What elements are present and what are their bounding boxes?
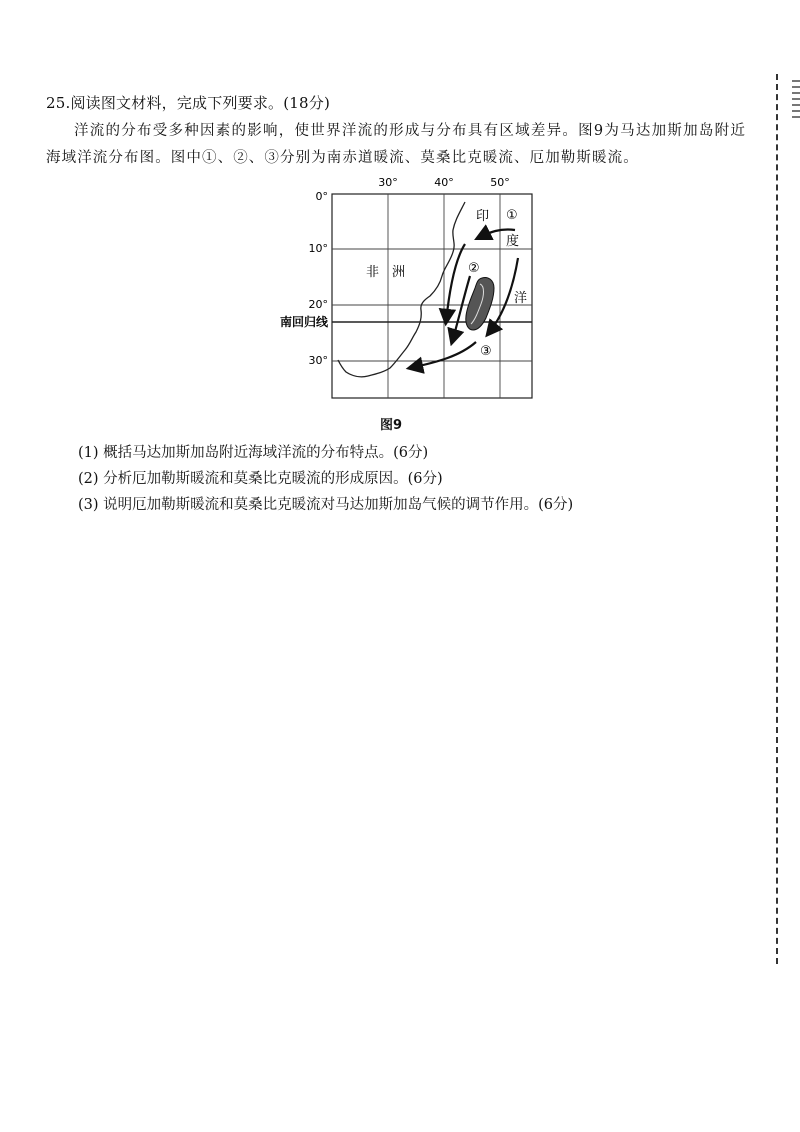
current-3-arrow [410, 342, 476, 368]
sub-question-1: (1) 概括马达加斯加岛附近海域洋流的分布特点。(6分) [78, 445, 429, 461]
africa-coastline [338, 202, 465, 377]
lat-label-30: 30° [308, 354, 328, 367]
binding-dashed-line [776, 74, 780, 964]
current-1-label: ① [506, 208, 518, 223]
sub-question-3: (3) 说明厄加勒斯暖流和莫桑比克暖流对马达加斯加岛气候的调节作用。(6分) [78, 497, 574, 513]
lon-label-50: 50° [490, 176, 510, 189]
lon-label-40: 40° [434, 176, 454, 189]
lat-label-20: 20° [308, 298, 328, 311]
lat-label-0: 0° [315, 190, 328, 203]
question-intro: 洋流的分布受多种因素的影响，使世界洋流的形成与分布具有区域差异。图9为马达加斯加岛附近海域洋流分布图。图中①、②、③分别为南赤道暖流、莫桑比克暖流、厄加勒斯暖流。 [46, 123, 746, 166]
current-2-west-arrow [446, 244, 465, 322]
figure-caption: 图9 [380, 418, 403, 433]
question-title: 25.阅读图文材料，完成下列要求。(18分) [46, 94, 331, 112]
current-map [270, 172, 550, 417]
current-2-label: ② [468, 261, 480, 276]
map-frame [332, 194, 532, 398]
ocean-label-2: 度 [506, 234, 520, 249]
lon-label-30: 30° [378, 176, 398, 189]
current-3-label: ③ [480, 344, 492, 359]
map-grid [332, 194, 532, 398]
tropic-label: 南回归线 [279, 315, 328, 329]
current-map-figure [270, 172, 550, 417]
sub-question-2: (2) 分析厄加勒斯暖流和莫桑比克暖流的形成原因。(6分) [78, 471, 443, 487]
sub-question-list [78, 440, 758, 518]
continent-label-2: 洲 [392, 265, 406, 280]
ocean-label-1: 印 [476, 209, 490, 224]
edge-scan-mark [792, 80, 800, 120]
continent-label-1: 非 [366, 265, 380, 280]
lat-label-10: 10° [308, 242, 328, 255]
ocean-label-3: 洋 [514, 291, 528, 306]
